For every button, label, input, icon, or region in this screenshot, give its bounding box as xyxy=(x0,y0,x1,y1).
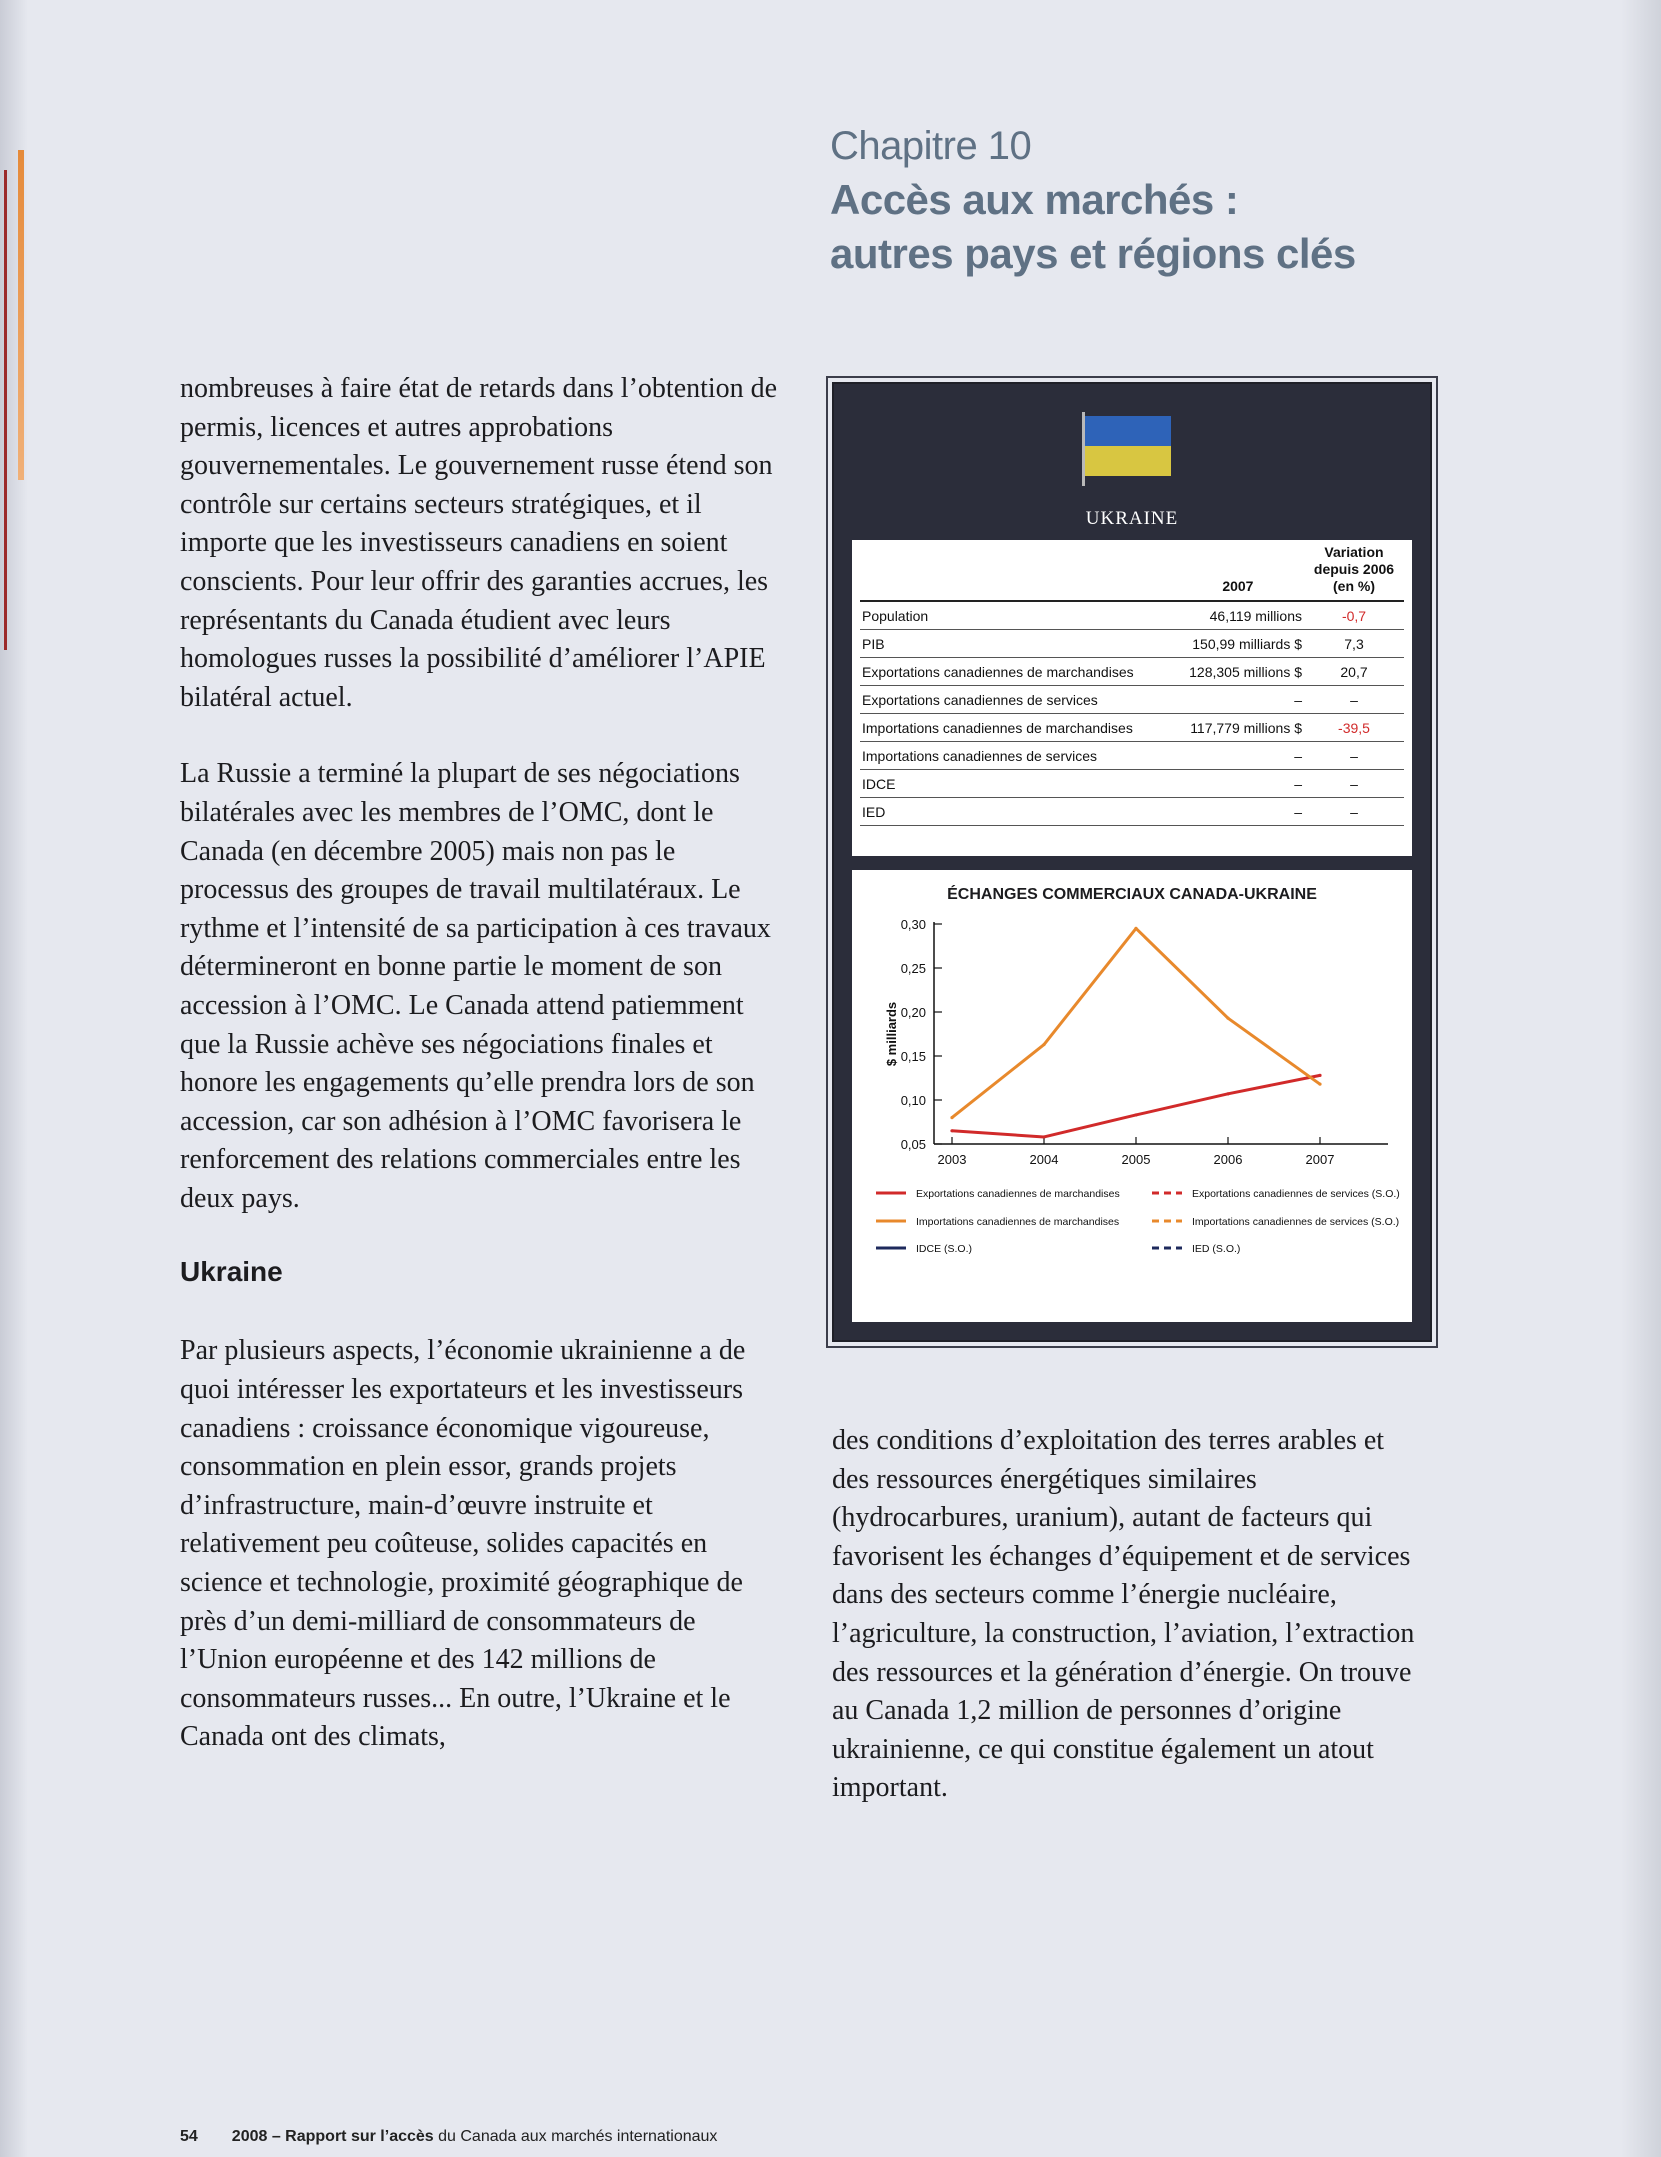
y-tick-label: 0,15 xyxy=(900,1049,926,1064)
header-change: Variation depuis 2006 (en %) xyxy=(1304,540,1404,601)
series-line-exports xyxy=(952,1075,1320,1137)
data-point xyxy=(1318,1083,1321,1086)
page-edge-color-mark xyxy=(18,150,24,480)
left-text-column xyxy=(180,370,780,1795)
stats-row xyxy=(860,658,1404,686)
data-point xyxy=(1226,1017,1229,1020)
stats-row xyxy=(860,770,1404,798)
stats-row-label: IED xyxy=(860,798,1172,826)
stats-row-value: 150,99 milliards $ xyxy=(1172,630,1304,658)
x-tick-label: 2005 xyxy=(1121,1152,1151,1167)
stats-row-change: – xyxy=(1304,798,1404,826)
y-tick-label: 0,10 xyxy=(900,1093,926,1108)
y-tick-label: 0,20 xyxy=(900,1005,926,1020)
chapter-title-line2: autres pays et régions clés xyxy=(830,230,1356,277)
footer-title-rest: du Canada aux marchés internationaux xyxy=(433,2128,718,2145)
data-point xyxy=(1042,1135,1045,1138)
x-tick-label: 2003 xyxy=(937,1152,967,1167)
chapter-title xyxy=(830,173,1530,281)
footer-title-bold: 2008 – Rapport sur l’accès xyxy=(231,2128,434,2145)
legend-label: Exportations canadiennes de services (S.O.) xyxy=(1192,1188,1400,1200)
y-tick-label: 0,05 xyxy=(900,1137,926,1152)
y-axis-label: $ milliards xyxy=(884,1001,899,1067)
trade-chart xyxy=(852,870,1412,1322)
series-line-imports xyxy=(952,928,1320,1117)
legend-label: Importations canadiennes de services (S.O.) xyxy=(1192,1216,1400,1228)
stats-row-label: Importations canadiennes de marchandises xyxy=(860,714,1172,742)
stats-row-change: – xyxy=(1304,742,1404,770)
data-point xyxy=(950,1129,953,1132)
header-year: 2007 xyxy=(1172,540,1304,601)
paragraph: nombreuses à faire état de retards dans l’obtention de permis, licences et autres approbations gouvernementales. Le gouvernement russe étend son contrôle sur certains secteurs stratégiques, et il importe que les investisseurs canadiens en soient conscients. Pour leur offrir des garanties accrues, les représentants du Canada étudient avec leurs homologues russes la possibilité d’améliorer l’APIE bilatéral actuel. xyxy=(180,373,778,713)
header-blank xyxy=(860,540,1172,601)
stats-row-change: – xyxy=(1304,770,1404,798)
chapter-title-line1: Accès aux marchés : xyxy=(830,176,1239,223)
stats-header-row xyxy=(860,540,1404,601)
y-tick-label: 0,30 xyxy=(900,917,926,932)
flag-stripe-blue xyxy=(1085,416,1171,446)
x-tick-label: 2006 xyxy=(1213,1152,1243,1167)
x-tick-label: 2007 xyxy=(1305,1152,1335,1167)
paragraph: Par plusieurs aspects, l’économie ukrainienne a de quoi intéresser les exportateurs et les investisseurs canadiens : croissance économique vigoureuse, consommation en plein essor, grands projets d’infrastructure, main-d’œuvre instruite et relativement peu coûteuse, solides capacités en science et technologie, proximité géographique de près d’un demi-milliard de consommateurs de l’Union européenne et des 142 millions de consommateurs russes... En outre, l’Ukraine et le Canada ont des climats, xyxy=(180,1335,746,1753)
stats-row xyxy=(860,742,1404,770)
legend-label: IED (S.O.) xyxy=(1192,1243,1241,1255)
flag-stripe-yellow xyxy=(1085,446,1171,476)
stats-table xyxy=(860,540,1404,826)
data-point xyxy=(950,1116,953,1119)
stats-table-box xyxy=(852,540,1412,856)
stats-row-label: Exportations canadiennes de marchandises xyxy=(860,658,1172,686)
stats-row-change: -39,5 xyxy=(1304,714,1404,742)
chapter-header xyxy=(830,124,1530,281)
page-edge-red-mark xyxy=(4,170,7,650)
stats-row-value: 117,779 millions $ xyxy=(1172,714,1304,742)
stats-row-value: 46,119 millions xyxy=(1172,601,1304,630)
stats-row xyxy=(860,798,1404,826)
chart-title: ÉCHANGES COMMERCIAUX CANADA-UKRAINE xyxy=(947,886,1317,903)
stats-row xyxy=(860,686,1404,714)
paragraph: des conditions d’exploitation des terres arables et des ressources énergétiques similaires (hydrocarbures, uranium), autant de facteurs qui favorisent les échanges d’équipement et de services dans des secteurs comme l’énergie nucléaire, l’agriculture, la construction, l’aviation, l’extraction des ressources et la génération d’énergie. On trouve au Canada 1,2 million de personnes d’origine ukrainienne, ce qui constitue également un atout important. xyxy=(832,1425,1415,1804)
data-point xyxy=(1134,1113,1137,1116)
stats-row-change: 20,7 xyxy=(1304,658,1404,686)
stats-row-value: – xyxy=(1172,742,1304,770)
legend-label: IDCE (S.O.) xyxy=(916,1243,973,1255)
stats-row-value: – xyxy=(1172,686,1304,714)
data-point xyxy=(1134,927,1137,930)
stats-row-change: – xyxy=(1304,686,1404,714)
data-point xyxy=(1042,1043,1045,1046)
y-tick-label: 0,25 xyxy=(900,961,926,976)
ukraine-info-panel xyxy=(832,382,1432,1342)
chart-svg xyxy=(852,870,1412,1322)
stats-row-label: PIB xyxy=(860,630,1172,658)
stats-row-change: -0,7 xyxy=(1304,601,1404,630)
stats-row xyxy=(860,714,1404,742)
data-point xyxy=(1318,1074,1321,1077)
ukraine-flag-icon xyxy=(1082,412,1178,482)
legend-label: Importations canadiennes de marchandises xyxy=(916,1216,1120,1228)
stats-row-change: 7,3 xyxy=(1304,630,1404,658)
x-tick-label: 2004 xyxy=(1029,1152,1059,1167)
stats-row-value: – xyxy=(1172,798,1304,826)
country-name: UKRAINE xyxy=(1085,508,1179,529)
paragraph: La Russie a terminé la plupart de ses négociations bilatérales avec les membres de l’OMC, dont le Canada (en décembre 2005) mais non pas le processus des groupes de travail multilatéraux. Le rythme et l’intensité de sa participation à ces travaux détermineront en bonne partie le moment de son accession à l’OMC. Le Canada attend patiemment que la Russie achève ses négociations finales et honore les engagements qu’elle prendra lors de son accession, car son adhésion à l’OMC favorisera le renforcement des relations commerciales entre les deux pays. xyxy=(180,758,771,1214)
page-number: 54 xyxy=(180,2128,198,2145)
chapter-label: Chapitre 10 xyxy=(830,124,1032,168)
stats-row-label: Population xyxy=(860,601,1172,630)
right-text-column xyxy=(832,1422,1422,1808)
legend-label: Exportations canadiennes de marchandises xyxy=(916,1188,1120,1200)
stats-row xyxy=(860,601,1404,630)
stats-row-label: IDCE xyxy=(860,770,1172,798)
page-footer xyxy=(180,2128,717,2146)
stats-row xyxy=(860,630,1404,658)
stats-row-value: 128,305 millions $ xyxy=(1172,658,1304,686)
section-heading-ukraine: Ukraine xyxy=(180,1256,283,1288)
stats-row-value: – xyxy=(1172,770,1304,798)
stats-row-label: Exportations canadiennes de services xyxy=(860,686,1172,714)
data-point xyxy=(1226,1092,1229,1095)
stats-row-label: Importations canadiennes de services xyxy=(860,742,1172,770)
page-edge-shadow xyxy=(1621,0,1661,2157)
